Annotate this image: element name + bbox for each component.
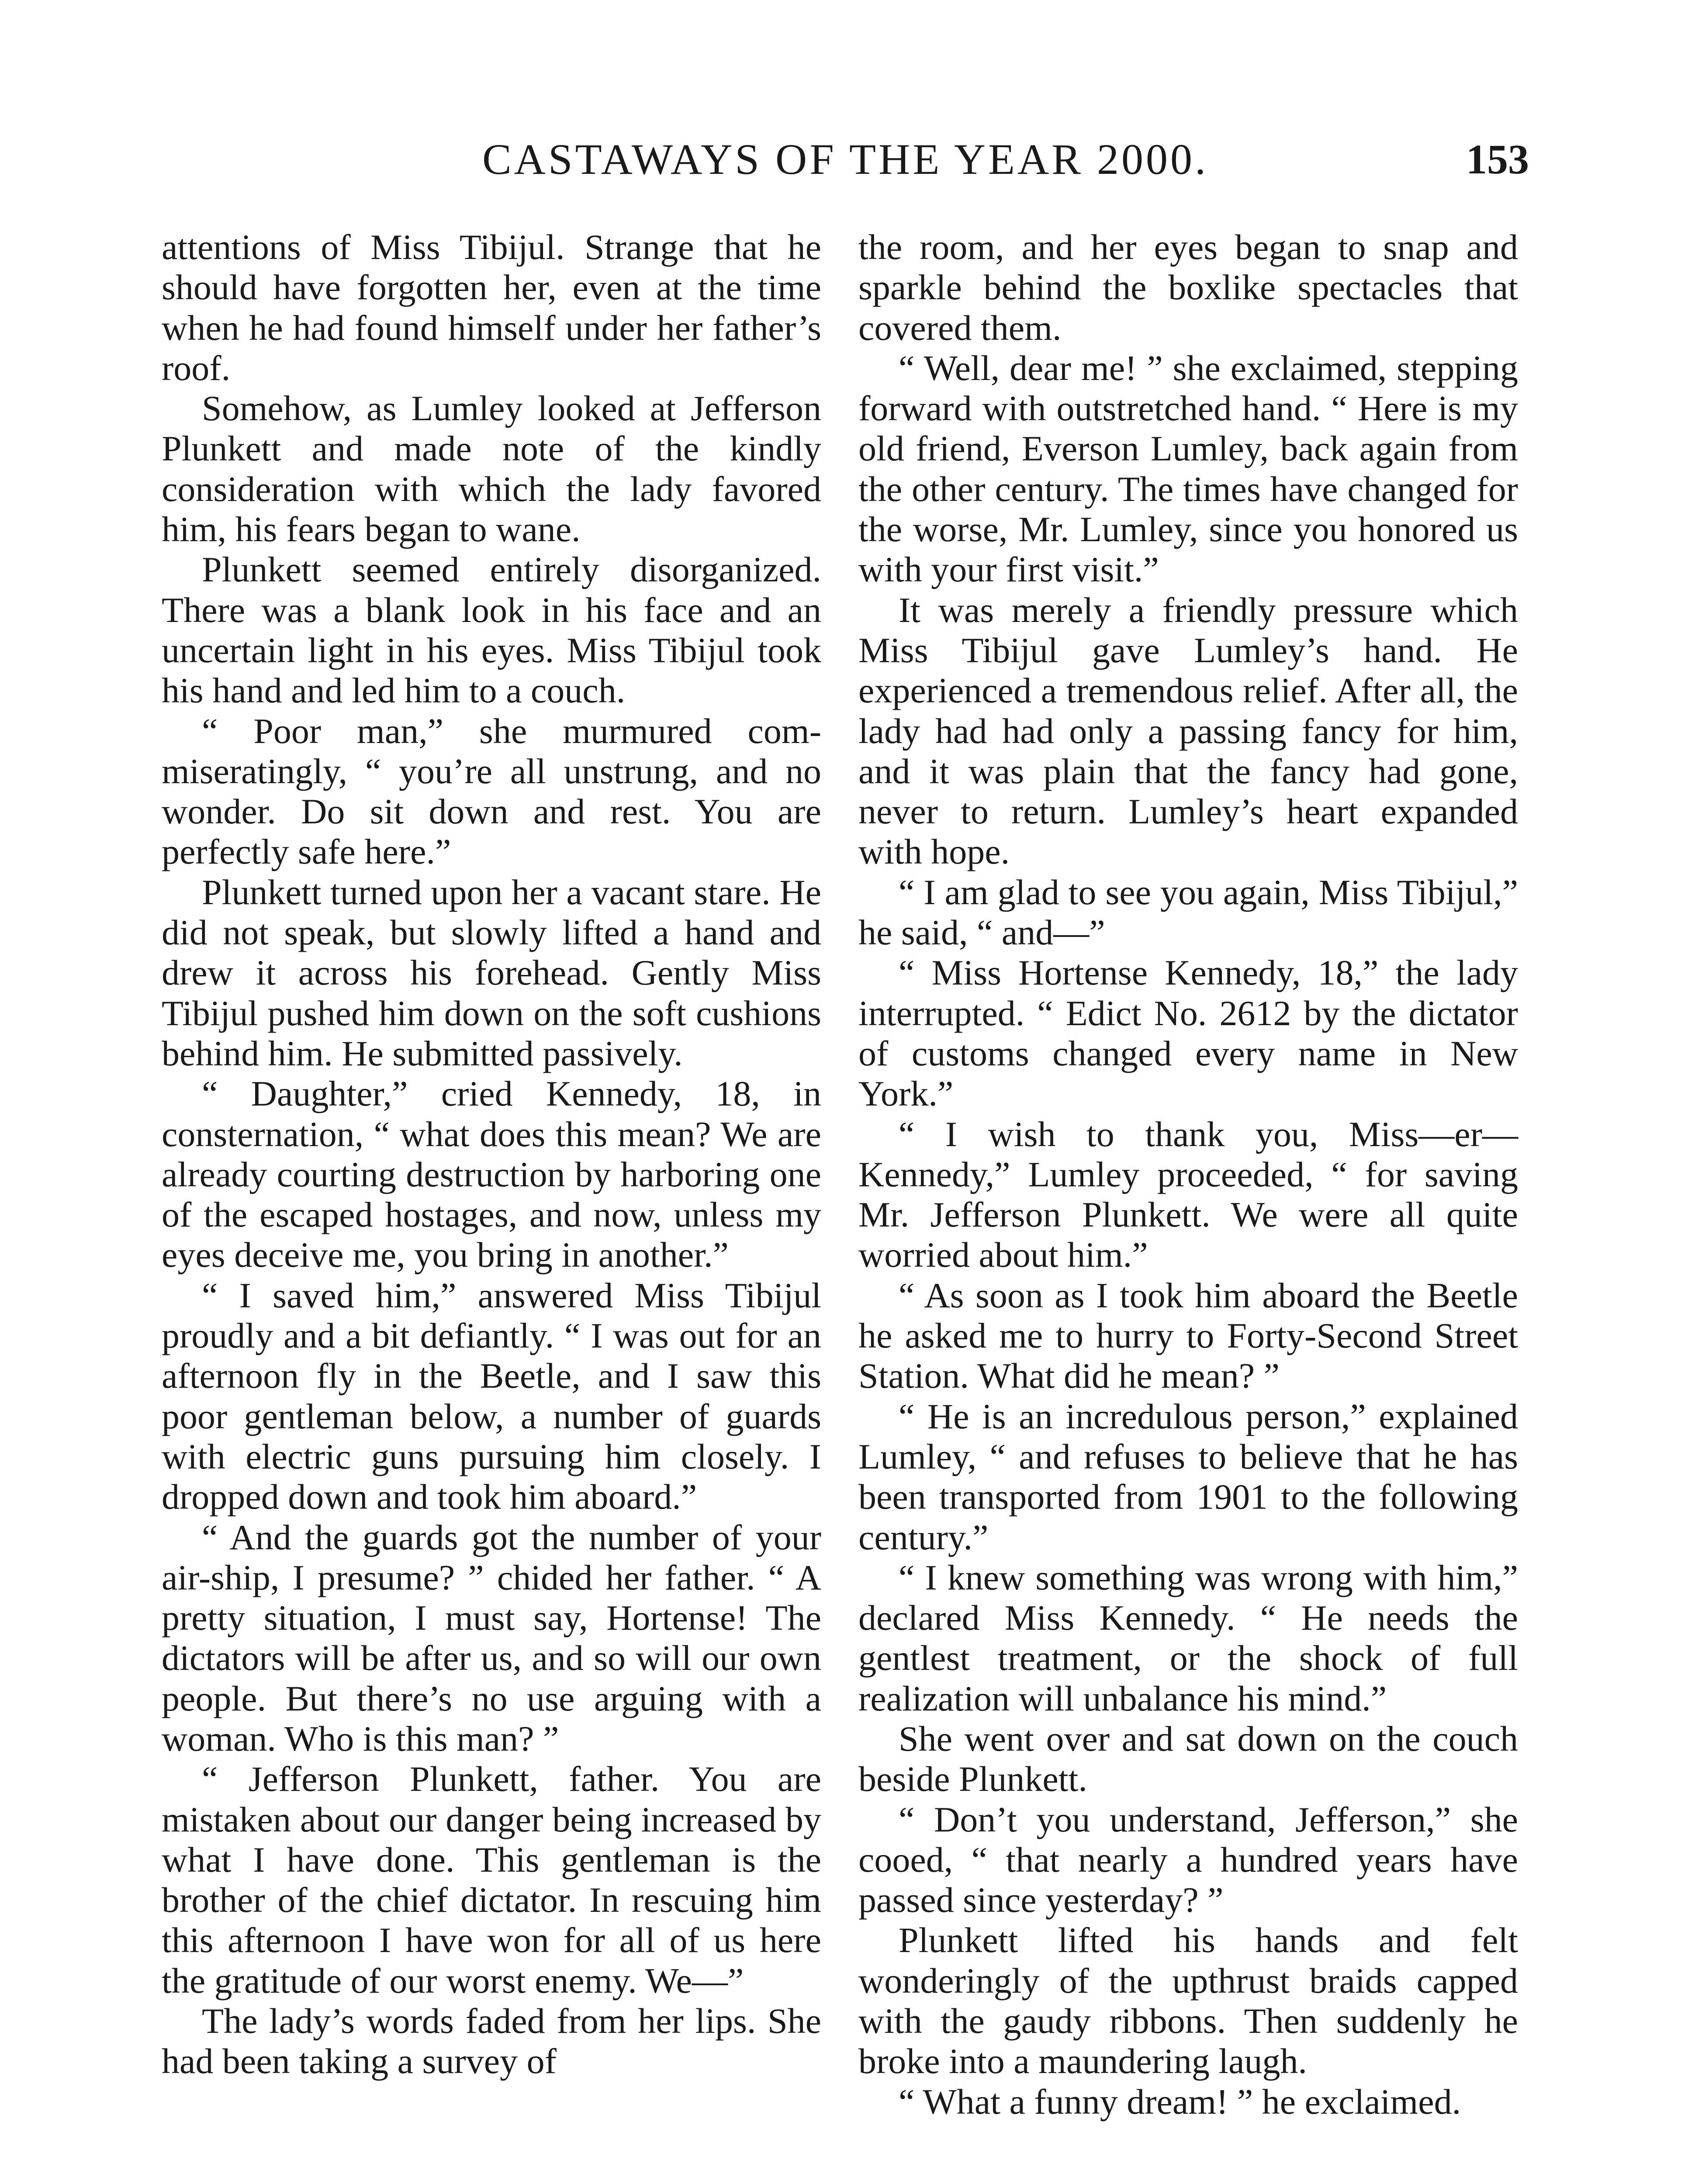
paragraph: Plunkett seemed entirely disorganized. There was a blank look in his face and an uncertain light in his eyes. Miss Tibijul took his hand and led him to a couch.	[162, 549, 821, 711]
paragraph: Plunkett turned upon her a vacant stare. He did not speak, but slowly lifted a hand and drew it across his forehead. Gently Miss Tibijul pushed him down on the soft cushions behind him. He submitted passively.	[162, 872, 821, 1073]
paragraph: “ What a funny dream! ” he exclaimed.	[899, 2081, 1461, 2122]
paragraph: “ I saved him,” answered Miss Tibijul proudly and a bit defiantly. “ I was out for an afternoon fly in the Beetle, and I saw this poor gentleman below, a number of guards with electric guns pursuing him closely. I dropped down and took him aboard.”	[162, 1275, 821, 1517]
paragraph: “ Miss Hortense Kennedy, 18,” the lady interrupted. “ Edict No. 2612 by the dictator of customs changed every name in New York.”	[858, 953, 1518, 1114]
paragraph: the room, and her eyes began to snap and sparkle behind the boxlike spectacles that covered them.	[858, 227, 1518, 348]
page-number: 153	[1466, 136, 1529, 183]
page-header	[162, 131, 1529, 192]
paragraph: “ Well, dear me! ” she exclaimed, stepping forward with outstretched hand. “ Here is my old friend, Everson Lumley, back again from the other century. The times have changed for the worse, Mr. Lumley, since you honored us with your first visit.”	[858, 348, 1518, 590]
paragraph: “ Poor man,” she murmured commiseratingly, “ you’re all unstrung, and no wonder. Do sit down and rest. You are perfectly safe here.”	[162, 711, 821, 872]
paragraph: “ Jefferson Plunkett, father. You are mistaken about our danger being increased by what I have done. This gentleman is the brother of the chief dictator. In rescuing him this afternoon I have won for all of us here the gratitude of our worst enemy. We—”	[162, 1759, 821, 2001]
left-text-column	[162, 227, 821, 2082]
paragraph: The lady’s words faded from her lips. She had been taking a survey of	[162, 2001, 821, 2081]
paragraph: “ I wish to thank you, Miss—er—Kennedy,” Lumley proceeded, “ for saving Mr. Jefferson Plunkett. We were all quite worried about him.”	[858, 1114, 1518, 1275]
paragraph: “ Daughter,” cried Kennedy, 18, in consternation, “ what does this mean? We are already courting destruction by harboring one of the escaped hostages, and now, unless my eyes deceive me, you bring in another.”	[162, 1074, 821, 1275]
paragraph: “ And the guards got the number of your air-ship, I presume? ” chided her father. “ A pretty situation, I must say, Hortense! The dictators will be after us, and so will our own people. But there’s no use arguing with a woman. Who is this man? ”	[162, 1517, 821, 1759]
paragraph: It was merely a friendly pressure which Miss Tibijul gave Lumley’s hand. He experienced a tremendous relief. After all, the lady had had only a passing fancy for him, and it was plain that the fancy had gone, never to return. Lumley’s heart expanded with hope.	[858, 590, 1518, 872]
running-title: CASTAWAYS OF THE YEAR 2000.	[482, 135, 1208, 183]
paragraph: “ I am glad to see you again, Miss Tibijul,” he said, “ and—”	[858, 872, 1518, 953]
paragraph: She went over and sat down on the couch beside Plunkett.	[858, 1718, 1518, 1799]
paragraph: Plunkett lifted his hands and felt wonderingly of the upthrust braids capped with the gaudy ribbons. Then suddenly he broke into a maundering laugh.	[858, 1920, 1518, 2081]
paragraph: attentions of Miss Tibijul. Strange that he should have forgotten her, even at the time when he had found himself under her father’s roof.	[162, 227, 821, 388]
paragraph: “ He is an incredulous person,” explained Lumley, “ and refuses to believe that he has been transported from 1901 to the following century.”	[858, 1396, 1518, 1557]
paragraph: “ I knew something was wrong with him,” declared Miss Kennedy. “ He needs the gentlest treatment, or the shock of full realization will unbalance his mind.”	[858, 1557, 1518, 1718]
paragraph: “ Don’t you understand, Jefferson,” she cooed, “ that nearly a hundred years have passed since yesterday? ”	[858, 1799, 1518, 1920]
paragraph: Somehow, as Lumley looked at Jefferson Plunkett and made note of the kindly consideration with which the lady favored him, his fears began to wane.	[162, 388, 821, 549]
paragraph: “ As soon as I took him aboard the Beetle he asked me to hurry to Forty-Second Street Station. What did he mean? ”	[858, 1275, 1518, 1396]
right-text-column	[858, 227, 1518, 2122]
